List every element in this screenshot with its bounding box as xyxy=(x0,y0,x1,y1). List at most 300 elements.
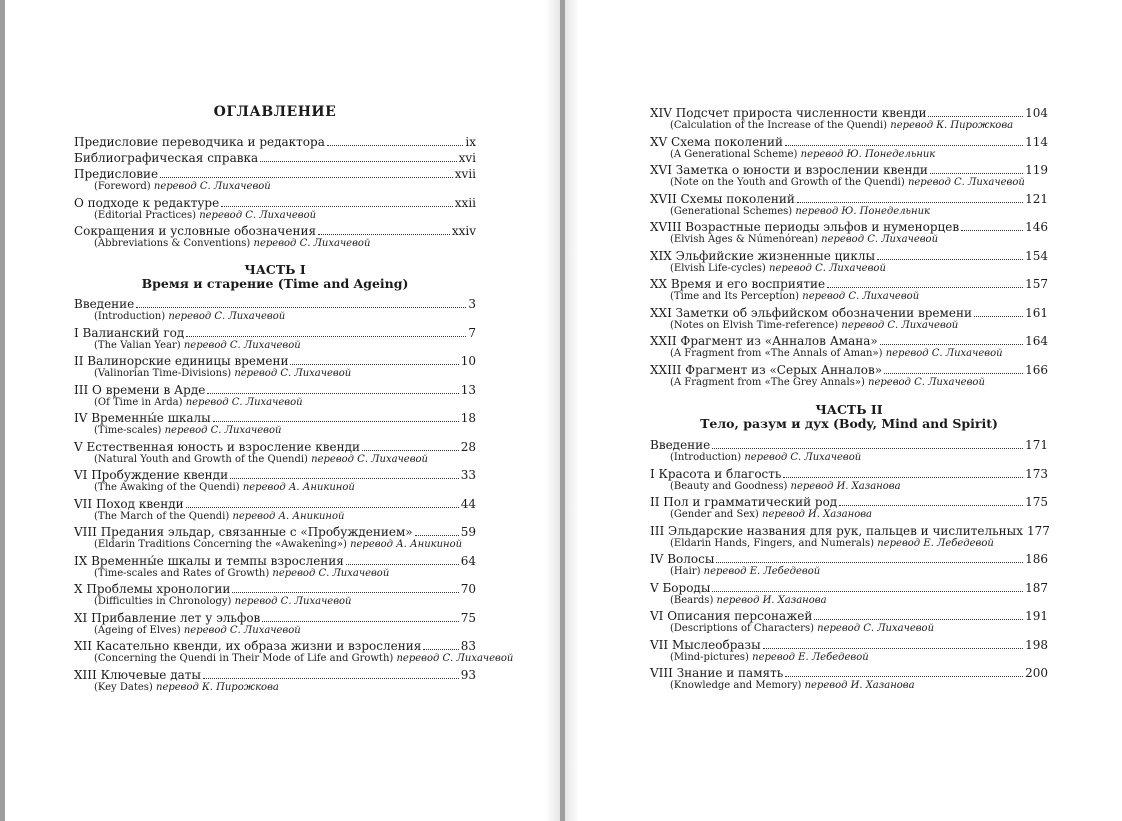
entry-subtitle xyxy=(74,311,476,323)
toc-entry-line xyxy=(74,354,476,368)
entry-subtitle xyxy=(650,234,1048,246)
entry-original-title: (Of Time in Arda) xyxy=(94,396,183,408)
entry-page-number: xvi xyxy=(458,151,476,165)
entry-translator: перевод С. Лихачевой xyxy=(153,181,271,192)
entry-page-number: 70 xyxy=(460,582,476,596)
entry-translator: перевод С. Лихачевой xyxy=(183,339,301,351)
dot-leader xyxy=(785,145,1023,146)
entry-page-number: 173 xyxy=(1025,466,1048,481)
dot-leader xyxy=(327,145,464,146)
entry-original-title: (A Fragment from «The Grey Annals») xyxy=(670,376,865,388)
entry-subtitle xyxy=(650,320,1048,332)
entry-translator: перевод С. Лихачевой xyxy=(907,177,1025,188)
dot-leader xyxy=(207,393,458,394)
entry-title: III О времени в Арде xyxy=(74,382,206,397)
dot-leader xyxy=(763,648,1023,649)
toc-entry[interactable] xyxy=(650,249,1048,275)
entry-title: II Пол и грамматический род xyxy=(650,495,838,509)
entry-original-title: (Time-scales and Rates of Growth) xyxy=(94,567,270,579)
toc-entry-line xyxy=(74,196,476,210)
entry-subtitle xyxy=(74,653,514,665)
entry-title: Сокращения и условные обозначения xyxy=(74,224,317,238)
toc-entry[interactable] xyxy=(74,554,476,580)
entry-original-title: (Difficulties in Chronology) xyxy=(94,596,232,607)
toc-entry[interactable] xyxy=(650,524,1048,550)
entry-title: XXII Фрагмент из «Анналов Амана» xyxy=(650,334,878,348)
entry-title: Библиографическая справка xyxy=(74,151,259,165)
entry-subtitle xyxy=(74,210,476,222)
toc-entry-line xyxy=(74,326,476,340)
toc-entry-line xyxy=(650,106,1048,120)
entry-title: О подходе к редактуре xyxy=(74,196,220,210)
toc-entry[interactable] xyxy=(650,581,1048,607)
entry-translator: перевод С. Лихачевой xyxy=(253,238,371,249)
entry-translator: перевод С. Лихачевой xyxy=(868,376,985,388)
entry-original-title: (Beards) xyxy=(670,594,714,606)
entry-page-number: 198 xyxy=(1025,637,1048,652)
entry-subtitle xyxy=(74,539,476,551)
entry-translator: перевод И. Хазанова xyxy=(716,594,827,606)
dot-leader xyxy=(221,206,453,207)
toc-entry-line xyxy=(650,638,1048,652)
dot-leader xyxy=(814,619,1023,620)
entry-original-title: (Elvish Life-cycles) xyxy=(670,262,766,274)
dot-leader xyxy=(262,621,458,622)
entry-page-number: 13 xyxy=(460,382,476,397)
entry-original-title: (Time and Its Perception) xyxy=(670,291,800,302)
dot-leader xyxy=(930,173,1023,174)
entry-page-number: 175 xyxy=(1025,495,1048,509)
entry-page-number: 104 xyxy=(1025,106,1048,120)
entry-subtitle xyxy=(650,206,1048,218)
entry-original-title: (The Valian Year) xyxy=(94,339,181,351)
entry-translator: перевод Е. Лебедевой xyxy=(703,566,821,577)
entry-title: Введение xyxy=(74,297,135,311)
entry-page-number: 154 xyxy=(1025,248,1048,263)
dot-leader xyxy=(712,448,1023,449)
toc-entry-line xyxy=(650,467,1048,481)
toc-entry-line xyxy=(74,224,476,238)
toc-entry[interactable] xyxy=(650,609,1048,635)
entry-page-number: xxiv xyxy=(451,224,476,238)
entry-original-title: (Time-scales) xyxy=(94,425,162,436)
entry-page-number: 83 xyxy=(460,639,476,653)
entry-title: XII Касательно квенди, их образа жизни и взросления xyxy=(74,639,422,653)
entry-translator: перевод С. Лихачевой xyxy=(885,348,1003,359)
entry-translator: перевод Е. Лебедевой xyxy=(752,651,869,663)
entry-subtitle xyxy=(74,511,476,523)
dot-leader xyxy=(827,287,1023,288)
entry-subtitle xyxy=(74,682,476,694)
entry-title: XIX Эльфийские жизненные циклы xyxy=(650,248,876,263)
entry-subtitle xyxy=(650,566,1048,578)
entry-original-title: (Introduction) xyxy=(94,311,166,322)
entry-translator: перевод С. Лихачевой xyxy=(744,452,862,463)
toc-entry[interactable] xyxy=(74,383,476,409)
entry-subtitle xyxy=(74,181,476,193)
entry-subtitle xyxy=(650,120,1048,132)
toc-entry-line xyxy=(74,167,476,181)
entry-title: I Валианский год xyxy=(74,325,185,340)
entry-title: II Валинорские единицы времени xyxy=(74,354,289,368)
entry-page-number: 33 xyxy=(460,468,476,482)
toc-entry[interactable] xyxy=(74,525,476,551)
entry-title: XIV Подсчет прироста численности квенди xyxy=(650,106,927,120)
dot-leader xyxy=(423,649,458,650)
entry-subtitle xyxy=(74,568,476,580)
toc-entry[interactable] xyxy=(74,468,476,494)
dot-leader xyxy=(783,477,1023,478)
toc-entry[interactable] xyxy=(650,552,1048,578)
entry-subtitle xyxy=(650,263,1048,275)
toc-entry-line xyxy=(650,552,1048,566)
dot-leader xyxy=(839,505,1023,506)
entry-original-title: (A Fragment from «The Annals of Aman») xyxy=(670,348,883,359)
entry-page-number: 187 xyxy=(1025,580,1048,595)
dot-leader xyxy=(346,564,459,565)
toc-entry[interactable] xyxy=(74,611,476,637)
dot-leader xyxy=(415,535,459,536)
gutter-shadow xyxy=(546,0,560,821)
toc-entry-line xyxy=(650,363,1048,377)
entry-page-number: 44 xyxy=(460,496,476,511)
toc-entry-line xyxy=(74,554,476,568)
dot-leader xyxy=(928,116,1023,117)
toc-entry-line xyxy=(650,135,1048,149)
dot-leader xyxy=(136,307,466,308)
entry-subtitle xyxy=(650,509,1048,521)
entry-page-number: 191 xyxy=(1025,609,1048,623)
toc-entry[interactable] xyxy=(74,297,476,323)
entry-original-title: (Knowledge and Memory) xyxy=(670,680,802,691)
entry-original-title: (Editorial Practices) xyxy=(94,210,196,221)
entry-title: XIII Ключевые даты xyxy=(74,667,201,682)
entry-translator: перевод А. Аникиной xyxy=(350,539,463,550)
toc-entry-line xyxy=(74,497,476,511)
entry-original-title: (Generational Schemes) xyxy=(670,205,793,217)
entry-subtitle xyxy=(74,482,476,494)
toc-entry-line xyxy=(650,581,1048,595)
toc-entry[interactable] xyxy=(650,666,1048,692)
entry-translator: перевод С. Лихачевой xyxy=(164,425,282,436)
entry-page-number: 121 xyxy=(1025,191,1048,206)
entry-translator: перевод К. Пирожкова xyxy=(156,681,279,693)
entry-original-title: (Introduction) xyxy=(670,452,742,463)
entry-title: XXIII Фрагмент из «Серых Анналов» xyxy=(650,362,883,377)
dot-leader xyxy=(203,678,459,679)
entry-page-number: 164 xyxy=(1025,334,1048,348)
entry-translator: перевод С. Лихачевой xyxy=(802,291,920,302)
toc-entry[interactable] xyxy=(74,582,476,608)
entry-page-number: 157 xyxy=(1025,277,1048,291)
part-1-title: Время и старение (Time and Ageing) xyxy=(141,276,409,291)
entry-page-number: 119 xyxy=(1025,163,1048,177)
entry-title: Предисловие xyxy=(74,167,159,181)
toc-entry[interactable] xyxy=(74,411,476,437)
toc-entry[interactable] xyxy=(650,438,1048,464)
toc-entry[interactable] xyxy=(74,196,476,222)
toc-entry[interactable] xyxy=(74,167,476,193)
entry-title: XXI Заметки об эльфийском обозначении времени xyxy=(650,305,972,320)
entry-page-number: 171 xyxy=(1025,438,1048,452)
toc-entry[interactable] xyxy=(650,135,1048,161)
entry-subtitle xyxy=(650,177,1048,189)
entry-page-number: 28 xyxy=(460,439,476,454)
entry-subtitle xyxy=(650,538,1048,550)
toc-entry-line xyxy=(650,163,1048,177)
entry-title: I Красота и благость xyxy=(650,466,782,481)
dot-leader xyxy=(318,234,450,235)
entry-translator: перевод Е. Лебедевой xyxy=(877,537,994,549)
toc-entry[interactable] xyxy=(74,151,476,165)
toc-entry-line xyxy=(650,524,1048,538)
part-2-heading xyxy=(650,403,1048,431)
toc-entry[interactable] xyxy=(650,277,1048,303)
toc-entry-line xyxy=(650,192,1048,206)
entry-translator: перевод С. Лихачевой xyxy=(841,319,959,331)
toc-entry-line xyxy=(74,611,476,625)
entry-subtitle xyxy=(74,397,476,409)
toc-entry[interactable] xyxy=(650,163,1048,189)
dot-leader xyxy=(230,478,459,479)
entry-title: VIII Знание и память xyxy=(650,666,784,680)
dot-leader xyxy=(961,230,1023,231)
entry-translator: перевод С. Лихачевой xyxy=(272,567,390,579)
dot-leader xyxy=(877,259,1023,260)
entry-page-number: 10 xyxy=(460,354,476,368)
part-2-title: Тело, разум и дух (Body, Mind and Spirit) xyxy=(700,416,998,431)
entry-translator: перевод И. Хазанова xyxy=(762,509,873,520)
toc-entry[interactable] xyxy=(650,106,1048,132)
entry-translator: перевод Ю. Понедельник xyxy=(800,148,936,160)
entry-page-number: 75 xyxy=(460,610,476,625)
entry-page-number: 177 xyxy=(1026,523,1050,538)
entry-translator: перевод С. Лихачевой xyxy=(168,311,286,322)
toc-entry-line xyxy=(650,666,1048,680)
dot-leader xyxy=(186,336,466,337)
entry-page-number: 146 xyxy=(1025,220,1048,234)
entry-original-title: (Gender and Sex) xyxy=(670,509,759,520)
toc-entry[interactable] xyxy=(74,440,476,466)
entry-page-number: xxii xyxy=(454,196,476,210)
entry-title: IV Временны́е шкалы xyxy=(74,411,211,425)
entry-original-title: (Key Dates) xyxy=(94,681,153,693)
entry-original-title: (Beauty and Goodness) xyxy=(670,480,788,492)
entry-translator: перевод Ю. Понедельник xyxy=(795,205,930,217)
entry-page-number: 18 xyxy=(460,411,476,425)
entry-subtitle xyxy=(650,652,1048,664)
entry-page-number: ix xyxy=(465,135,476,149)
entry-translator: перевод С. Лихачевой xyxy=(185,396,303,408)
entry-translator: перевод С. Лихачевой xyxy=(234,596,352,607)
toc-entry-line xyxy=(74,411,476,425)
toc-entry[interactable] xyxy=(74,354,476,380)
toc-entry-line xyxy=(74,468,476,482)
entry-subtitle xyxy=(74,454,476,466)
dot-leader xyxy=(884,373,1023,374)
dot-leader xyxy=(712,591,1023,592)
toc-entry-line xyxy=(650,277,1048,291)
entry-subtitle xyxy=(74,238,476,250)
entry-subtitle xyxy=(650,348,1048,360)
toc-entry-line xyxy=(650,334,1048,348)
toc-entry-line xyxy=(74,440,476,454)
toc-entry-line xyxy=(74,151,476,165)
entry-subtitle xyxy=(74,625,476,637)
toc-entry[interactable] xyxy=(74,497,476,523)
entry-title: X Проблемы хронологии xyxy=(74,582,231,596)
entry-translator: перевод С. Лихачевой xyxy=(396,653,514,664)
toc-entry[interactable] xyxy=(650,495,1048,521)
dot-leader xyxy=(213,421,459,422)
toc-entry-line xyxy=(650,495,1048,509)
gutter-shadow xyxy=(565,0,579,821)
entry-translator: перевод С. Лихачевой xyxy=(817,623,935,634)
toc-entry-line xyxy=(74,639,476,653)
toc-entry[interactable] xyxy=(650,306,1048,332)
entry-original-title: (Elvish Ages & Númenórean) xyxy=(670,234,818,245)
entry-title: V Естественная юность и взросление квенди xyxy=(74,439,360,454)
entry-title: VI Описания персонажей xyxy=(650,609,813,623)
dot-leader xyxy=(974,316,1023,317)
toc-entry-line xyxy=(74,297,476,311)
toc-entry[interactable] xyxy=(74,668,476,694)
right-page xyxy=(565,0,1122,821)
part-1-heading xyxy=(74,263,476,291)
entry-original-title: (Concerning the Quendi in Their Mode of Life and Growth) xyxy=(94,653,394,664)
entry-page-number: 166 xyxy=(1025,362,1048,377)
entry-title: XV Схема поколений xyxy=(650,134,784,149)
part-1-label: ЧАСТЬ I xyxy=(244,262,306,277)
dot-leader xyxy=(232,592,458,593)
toc-entry-line xyxy=(74,582,476,596)
entry-page-number: xvii xyxy=(454,167,476,181)
entry-original-title: (Notes on Elvish Time-reference) xyxy=(670,319,839,331)
dot-leader xyxy=(290,364,458,365)
dot-leader xyxy=(797,202,1023,203)
entry-title: XVIII Возрастные периоды эльфов и нуменорцев xyxy=(650,220,960,234)
entry-subtitle xyxy=(74,596,476,608)
entry-title: Введение xyxy=(650,438,711,452)
entry-original-title: (Valinorian Time-Divisions) xyxy=(94,368,232,379)
toc-entry-line xyxy=(650,220,1048,234)
dot-leader xyxy=(880,344,1023,345)
entry-original-title: (Note on the Youth and Growth of the Quendi) xyxy=(670,177,905,188)
entry-translator: перевод С. Лихачевой xyxy=(199,210,317,221)
toc-entry-line xyxy=(650,438,1048,452)
entry-original-title: (A Generational Scheme) xyxy=(670,148,798,160)
entry-title: VI Пробуждение квенди xyxy=(74,468,229,482)
toc-entry[interactable] xyxy=(650,363,1048,389)
part-2-label: ЧАСТЬ II xyxy=(815,402,883,417)
entry-page-number: 186 xyxy=(1025,552,1048,566)
entry-title: IX Временны́е шкалы и темпы взросления xyxy=(74,553,344,568)
entry-subtitle xyxy=(650,149,1048,161)
entry-subtitle xyxy=(650,377,1048,389)
entry-subtitle xyxy=(74,340,476,352)
toc-entry[interactable] xyxy=(74,135,476,149)
entry-translator: перевод К. Пирожкова xyxy=(890,120,1014,131)
toc-entry-line xyxy=(74,383,476,397)
entry-subtitle xyxy=(650,623,1048,635)
entry-page-number: 93 xyxy=(460,667,476,682)
entry-original-title: (Eldarin Traditions Concerning the «Awakening») xyxy=(94,539,347,550)
entry-subtitle xyxy=(650,452,1048,464)
toc-entry[interactable] xyxy=(74,639,514,665)
entry-title: XI Прибавление лет у эльфов xyxy=(74,610,261,625)
dot-leader xyxy=(785,676,1023,677)
entry-title: III Эльдарские названия для рук, пальцев и числительных xyxy=(650,523,1023,538)
entry-original-title: (The March of the Quendi) xyxy=(94,510,230,522)
toc-entry-line xyxy=(650,609,1048,623)
toc-entry-line xyxy=(74,668,476,682)
dot-leader xyxy=(362,450,459,451)
dot-leader xyxy=(716,562,1023,563)
entry-page-number: 7 xyxy=(468,325,476,340)
entry-title: XVI Заметка о юности и взрослении квенди xyxy=(650,163,928,177)
toc-entry-line xyxy=(74,525,476,539)
entry-title: VII Мыслеобразы xyxy=(650,637,761,652)
entry-page-number: 114 xyxy=(1025,134,1048,149)
toc-entry-line xyxy=(650,306,1048,320)
entry-subtitle xyxy=(650,680,1048,692)
entry-title: Предисловие переводчика и редактора xyxy=(74,135,325,149)
toc-entry[interactable] xyxy=(650,467,1048,493)
entry-original-title: (Foreword) xyxy=(94,181,151,192)
entry-translator: перевод С. Лихачевой xyxy=(234,368,352,379)
entry-original-title: (Mind-pictures) xyxy=(670,651,749,663)
entry-translator: перевод С. Лихачевой xyxy=(769,262,886,274)
entry-translator: перевод С. Лихачевой xyxy=(821,234,939,245)
entry-title: VIII Предания эльдар, связанные с «Пробуждением» xyxy=(74,525,413,539)
entry-subtitle xyxy=(650,291,1048,303)
entry-page-number: 59 xyxy=(460,525,476,539)
entry-subtitle xyxy=(74,425,476,437)
entry-title: XX Время и его восприятие xyxy=(650,277,826,291)
toc-entry[interactable] xyxy=(650,638,1048,664)
toc-entry-line xyxy=(74,135,476,149)
entry-page-number: 64 xyxy=(460,553,476,568)
entry-translator: перевод И. Хазанова xyxy=(790,480,901,492)
entry-page-number: 161 xyxy=(1025,305,1048,320)
entry-title: V Бороды xyxy=(650,580,711,595)
entry-title: VII Поход квенди xyxy=(74,496,184,511)
toc-entry[interactable] xyxy=(74,224,476,250)
dot-leader xyxy=(186,507,459,508)
toc-entry[interactable] xyxy=(74,326,476,352)
entry-original-title: (The Awaking of the Quendi) xyxy=(94,482,240,493)
entry-translator: перевод С. Лихачевой xyxy=(183,624,301,636)
left-page xyxy=(5,0,560,821)
entry-translator: перевод С. Лихачевой xyxy=(311,453,428,465)
entry-translator: перевод А. Аникиной xyxy=(242,482,355,493)
entry-page-number: 200 xyxy=(1025,666,1048,680)
dot-leader xyxy=(260,161,456,162)
toc-title: ОГЛАВЛЕНИЕ xyxy=(213,104,337,120)
entry-translator: перевод И. Хазанова xyxy=(804,680,915,691)
entry-original-title: (Descriptions of Characters) xyxy=(670,623,814,634)
toc-entry[interactable] xyxy=(650,334,1048,360)
toc-entry[interactable] xyxy=(650,192,1048,218)
entry-original-title: (Abbreviations & Conventions) xyxy=(94,238,251,249)
toc-entry[interactable] xyxy=(650,220,1048,246)
entry-subtitle xyxy=(74,368,476,380)
entry-subtitle xyxy=(650,595,1048,607)
dot-leader xyxy=(160,177,453,178)
entry-subtitle xyxy=(650,481,1048,493)
entry-original-title: (Natural Youth and Growth of the Quendi) xyxy=(94,453,308,465)
entry-original-title: (Eldarin Hands, Fingers, and Numerals) xyxy=(670,537,875,549)
